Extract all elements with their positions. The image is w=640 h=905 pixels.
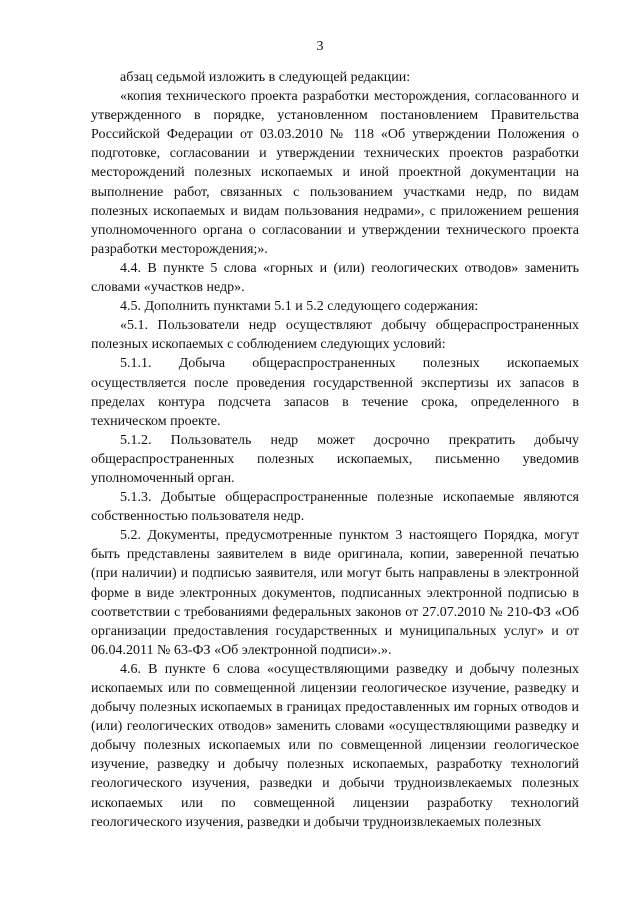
- page-number: 3: [316, 39, 324, 54]
- document-body: [91, 68, 579, 832]
- paragraph-5-2: 5.2. Документы, предусмотренные пунктом 3 настоящего Порядка, могут быть представлены заявителем в виде оригинала, копии, заверенной печатью (при наличии) и подписью заявителя, или могут быть направлены в электронной форме в виде электронных документов, подписанных электронной подписью в соответствии с требованиями федеральных законов от 27.07.2010 № 210-ФЗ «Об организации предоставления государственных и муниципальных услуг» и от 06.04.2011 № 63-ФЗ «Об электронной подписи».».: [91, 528, 579, 658]
- paragraph-4-6: 4.6. В пункте 6 слова «осуществляющими разведку и добычу полезных ископаемых или по совмещенной лицензии геологическое изучение, разведку и добычу полезных ископаемых в границах предоставленных им горных отводов и (или) геологических отводов» заменить словами «осуществляющими разведку и добычу полезных ископаемых или по совмещенной лицензии геологическое изучение, разведку и добычу полезных ископаемых, разработку технологий геологического изучения, разведки и добычи трудноизвлекаемых полезных ископаемых или по совмещенной лицензии разработку технологий геологического изучения, разведки и добычи трудноизвлекаемых полезных: [91, 661, 579, 830]
- paragraph-intro: абзац седьмой изложить в следующей редакции:: [120, 70, 411, 85]
- paragraph-4-4: 4.4. В пункте 5 слова «горных и (или) геологических отводов» заменить словами «участков недр».: [91, 260, 579, 296]
- paragraph-5-1: «5.1. Пользователи недр осуществляют добычу общераспространенных полезных ископаемых с соблюдением следующих условий:: [91, 318, 579, 353]
- paragraph-5-1-1: 5.1.1. Добыча общераспространенных полезных ископаемых осуществляется после проведения государственной экспертизы их запасов в пределах контура подсчета запасов в течение срока, определенного в техническом проекте.: [91, 356, 579, 429]
- paragraph-4-5: 4.5. Дополнить пунктами 5.1 и 5.2 следующего содержания:: [120, 299, 479, 315]
- paragraph-quote-copy: «копия технического проекта разработки месторождения, согласованного и утвержденного в порядке, установленном постановлением Правительства Российской Федерации от 03.03.2010 № 118 «Об утверждении Положения о подготовке, согласовании и утверждении технических проектов разработки месторождений полезных ископаемых и иной проектной документации на выполнение работ, связанных с пользованием участками недр, по видам полезных ископаемых и видам пользования недрами», с приложением решения уполномоченного органа о согласовании и утверждении технического проекта разработки месторождения;».: [91, 89, 579, 257]
- paragraph-5-1-2: 5.1.2. Пользователь недр может досрочно прекратить добычу общераспространенных полезных ископаемых, письменно уведомив уполномоченный орган.: [91, 432, 579, 486]
- paragraph-5-1-3: 5.1.3. Добытые общераспространенные полезные ископаемые являются собственностью пользователя недр.: [91, 490, 579, 525]
